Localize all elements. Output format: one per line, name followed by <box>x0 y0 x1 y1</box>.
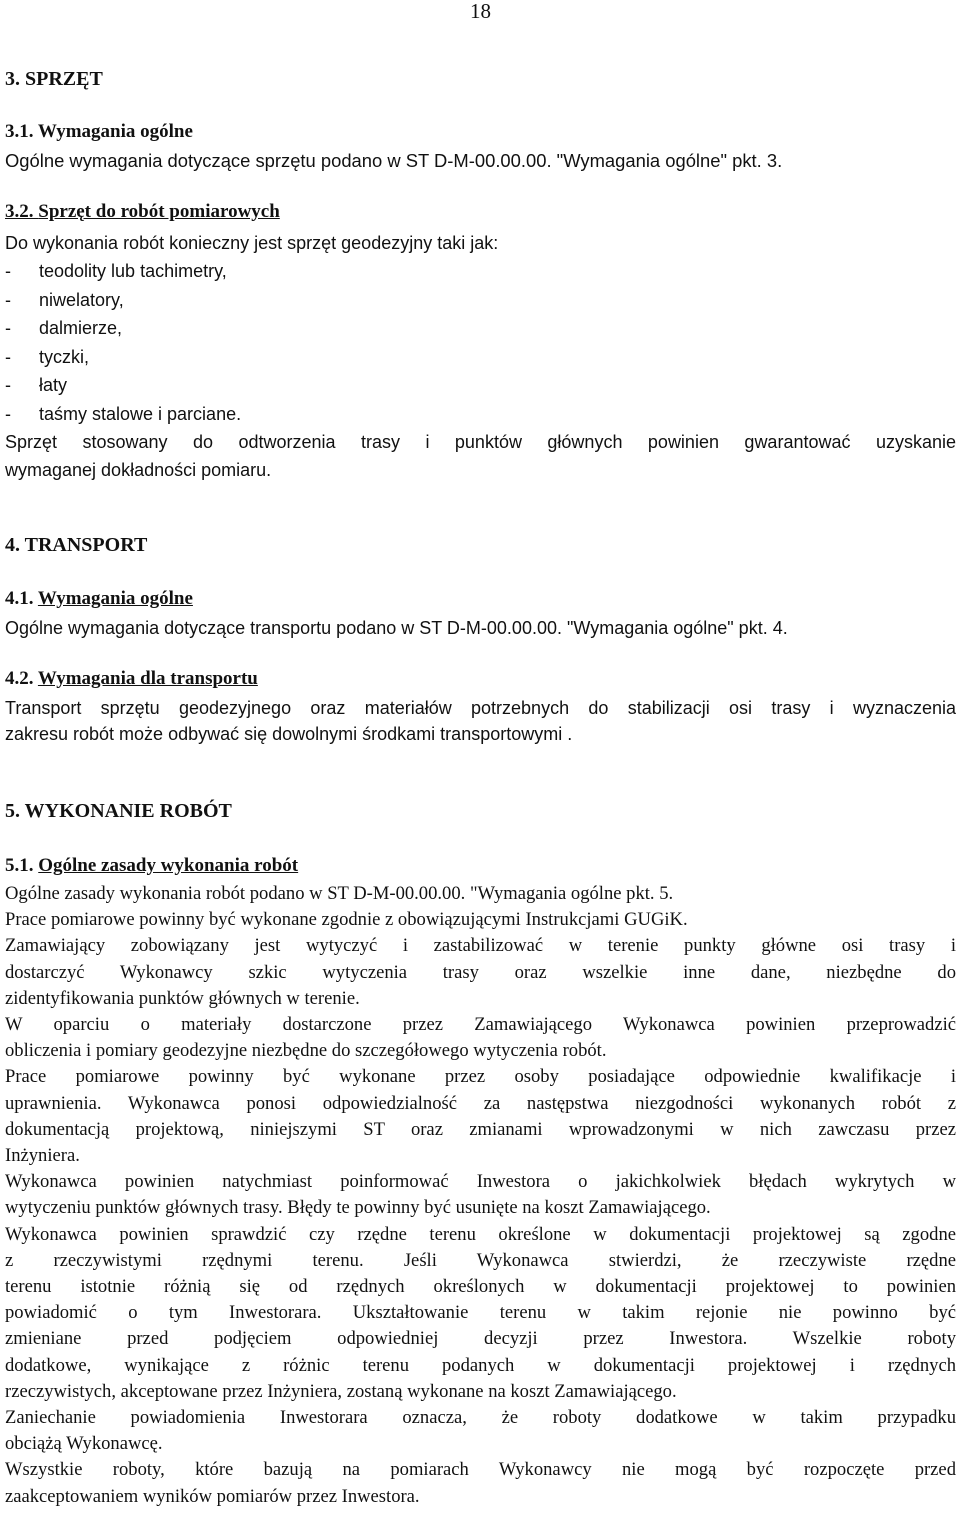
paragraph-line: terenu istotnie różnią się od rzędnych określonych w dokumentacji projektowej to powinien <box>5 1276 956 1298</box>
section-5-1-number: 5.1. <box>5 855 34 876</box>
section-3-1-number: 3.1. <box>5 121 34 142</box>
paragraph-line: powiadomić o tym Inwestorara. Ukształtowanie terenu w takim rejonie nie powinno być <box>5 1302 956 1324</box>
section-4-2-number: 4.2. <box>5 668 34 689</box>
paragraph <box>5 1012 956 1064</box>
section-5-title: 5. WYKONANIE ROBÓT <box>5 800 232 822</box>
section-3-1-title: Wymagania ogólne <box>37 121 193 142</box>
section-3-2-intro: Do wykonania robót konieczny jest sprzęt geodezyjny taki jak: <box>5 233 499 253</box>
paragraph <box>5 933 956 1012</box>
list-item: - łaty <box>5 375 68 395</box>
paragraph-line: dokumentacją projektową, niniejszymi ST oraz zmianami wprowadzonymi w nich zawczasu przez <box>5 1118 956 1140</box>
paragraph-line: z rzeczywistymi rzędnymi terenu. Jeśli Wykonawca stwierdzi, że rzeczywiste rzędne <box>5 1249 956 1271</box>
section-4-2-heading <box>5 668 258 690</box>
list-item: - teodolity lub tachimetry, <box>5 261 227 281</box>
paragraph-line: Ogólne zasady wykonania robót podano w ST D-M-00.00.00. "Wymagania ogólne pkt. 5. <box>5 883 674 904</box>
paragraph <box>5 1169 956 1221</box>
paragraph-line: rzeczywistych, akceptowane przez Inżyniera, zostaną wykonane na koszt Zamawiającego. <box>5 1380 677 1402</box>
section-3-2-heading <box>5 201 280 223</box>
section-3-title: 3. SPRZĘT <box>5 68 103 90</box>
paragraph-line: Wykonawca powinien natychmiast poinformować Inwestora o jakichkolwiek błędach wykrytych w <box>5 1171 956 1193</box>
paragraph-line: dostarczyć Wykonawcy szkic wytyczenia trasy oraz wszelkie inne dane, niezbędne do <box>5 961 956 983</box>
paragraph <box>5 881 956 907</box>
list-item: - taśmy stalowe i parciane. <box>5 403 242 424</box>
paragraph-line: obliczenia i pomiary geodezyjne niezbędne do szczegółowego wytyczenia robót. <box>5 1040 607 1062</box>
section-4-2-title: Wymagania dla transportu <box>37 668 258 689</box>
paragraph <box>5 1064 956 1169</box>
section-3-2-title: Sprzęt do robót pomiarowych <box>38 201 280 222</box>
section-4-1-number: 4.1. <box>5 588 34 609</box>
section-4-title: 4. TRANSPORT <box>5 534 148 556</box>
section-5-1-heading <box>5 855 298 877</box>
list-item: - dalmierze, <box>5 318 123 338</box>
paragraph <box>5 1222 956 1405</box>
paragraph <box>5 1457 956 1509</box>
section-4-2-body <box>5 695 956 747</box>
section-3-2-closing-line-1: Sprzęt stosowany do odtworzenia trasy i punktów głównych powinien gwarantować uzyskanie <box>5 432 956 452</box>
section-5-1-title: Ogólne zasady wykonania robót <box>38 855 299 876</box>
paragraph-line: zmieniane przed podjęciem odpowiedniej decyzji przez Inwestora. Wszelkie roboty <box>5 1328 956 1350</box>
section-3-1-text: Ogólne wymagania dotyczące sprzętu podano w ST D-M-00.00.00. "Wymagania ogólne" pkt. 3. <box>5 150 783 171</box>
list-item: - niwelatory, <box>5 289 124 310</box>
paragraph-line: zidentyfikowania punktów głównych w terenie. <box>5 987 360 1009</box>
equipment-list <box>5 257 956 428</box>
list-item: - tyczki, <box>5 346 90 367</box>
paragraph <box>5 1405 956 1457</box>
section-4-1-title: Wymagania ogólne <box>37 588 193 609</box>
paragraph-line: obciążą Wykonawcę. <box>5 1433 163 1455</box>
section-3-2-body <box>5 229 956 484</box>
paragraph-line: Wszystkie roboty, które bazują na pomiarach Wykonawcy nie mogą być rozpoczęte przed <box>5 1459 956 1481</box>
section-3-1-heading <box>5 121 193 143</box>
paragraph-line: Wykonawca powinien sprawdzić czy rzędne terenu określone w dokumentacji projektowej są zgodne <box>5 1223 956 1245</box>
paragraph-line: Inżyniera. <box>5 1145 80 1167</box>
page-number: 18 <box>470 0 491 23</box>
paragraph-line: dodatkowe, wynikające z różnic terenu podanych w dokumentacji projektowej i rzędnych <box>5 1354 956 1376</box>
paragraph-line: wytyczeniu punktów głównych trasy. Błędy te powinny być usunięte na koszt Zamawiającego. <box>5 1197 711 1219</box>
paragraph <box>5 907 956 933</box>
section-3-2-closing-line-2: wymaganej dokładności pomiaru. <box>5 460 272 480</box>
section-4-1-heading <box>5 588 193 610</box>
paragraph-line: Prace pomiarowe powinny być wykonane zgodnie z obowiązującymi Instrukcjami GUGiK. <box>5 909 688 931</box>
paragraph-line: uprawnienia. Wykonawca ponosi odpowiedzialność za następstwa niezgodności wykonanych robót z <box>5 1092 956 1114</box>
paragraph-line: W oparciu o materiały dostarczone przez Zamawiającego Wykonawca powinien przeprowadzić <box>5 1014 956 1036</box>
paragraph-line: zaakceptowaniem wyników pomiarów przez Inwestora. <box>5 1485 420 1507</box>
paragraph-line: Prace pomiarowe powinny być wykonane przez osoby posiadające odpowiednie kwalifikacje i <box>5 1066 956 1088</box>
section-3-2-number: 3.2. <box>5 201 34 222</box>
section-4-1-text: Ogólne wymagania dotyczące transportu podano w ST D-M-00.00.00. "Wymagania ogólne" pkt. 4. <box>5 618 788 638</box>
section-5-1-body <box>5 881 956 1510</box>
section-4-2-line-2: zakresu robót może odbywać się dowolnymi środkami transportowymi . <box>5 724 573 744</box>
section-4-2-line-1: Transport sprzętu geodezyjnego oraz materiałów potrzebnych do stabilizacji osi trasy i wyznaczenia <box>5 698 956 718</box>
paragraph-line: Zaniechanie powiadomienia Inwestorara oznacza, że roboty dodatkowe w takim przypadku <box>5 1407 956 1429</box>
paragraph-line: Zamawiający zobowiązany jest wytyczyć i zastabilizować w terenie punkty główne osi trasy i <box>5 935 956 957</box>
